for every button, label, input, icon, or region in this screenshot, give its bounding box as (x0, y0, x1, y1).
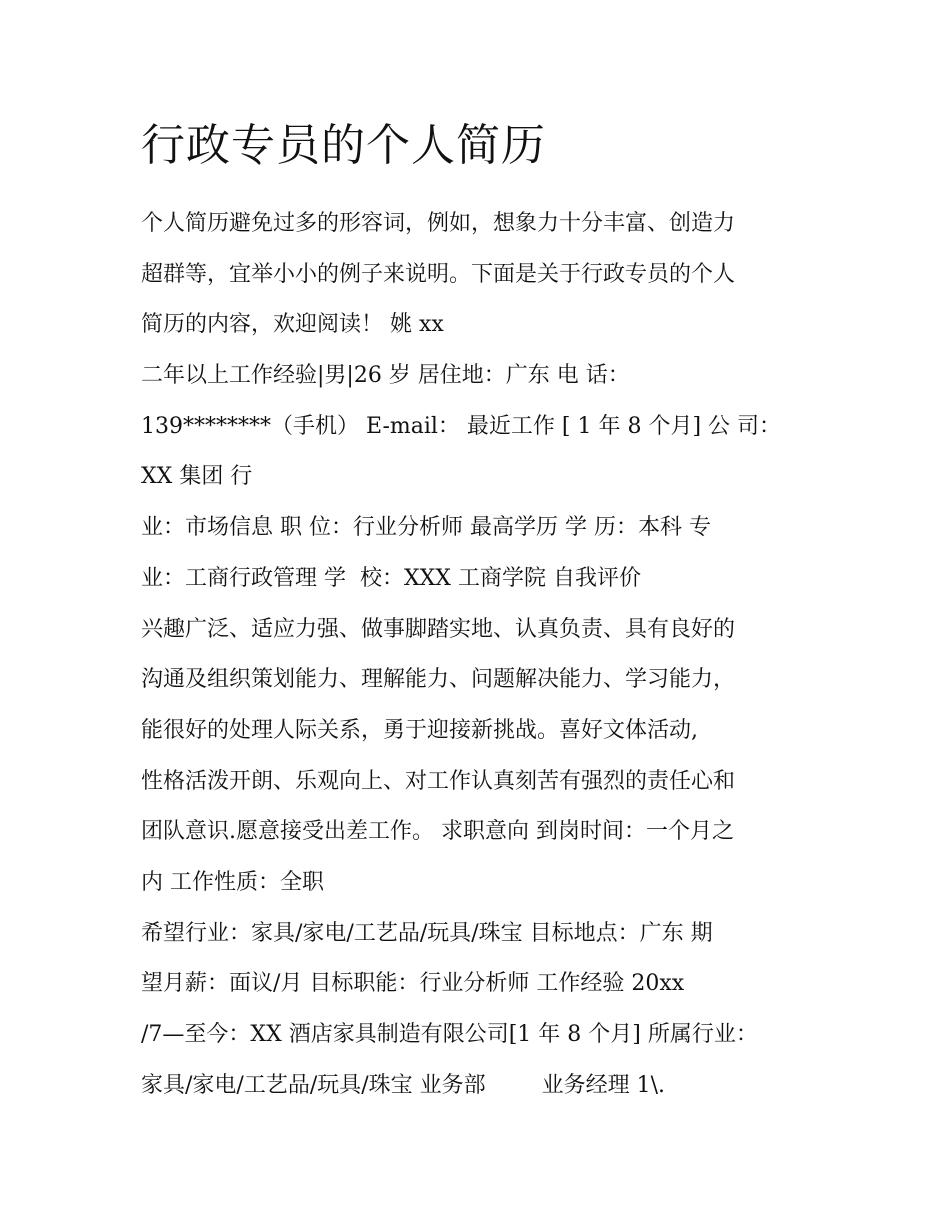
body-line: 内 工作性质：全职 (141, 869, 324, 895)
body-line: 业：工商行政管理 学 校：XXX 工商学院 自我评价 (141, 565, 641, 591)
body-line: XX 集团 行 (141, 464, 253, 490)
body-line: 个人简历避免过多的形容词，例如，想象力十分丰富、创造力 (141, 211, 736, 236)
body-line: 简历的内容，欢迎阅读！ 姚 xx (141, 312, 444, 338)
document-body (141, 199, 841, 1111)
body-line: 沟通及组织策划能力、理解能力、问题解决能力、学习能力， (141, 667, 736, 693)
body-line: 139********（手机） E-mail： 最近工作 [ 1 年 8 个月] 公 司： (141, 413, 782, 439)
body-line: 希望行业：家具/家电/工艺品/玩具/珠宝 目标地点：广东 期 (141, 920, 713, 946)
body-line: 性格活泼开朗、乐观向上、对工作认真刻苦有强烈的责任心和 (141, 768, 736, 794)
body-line: 业：市场信息 职 位：行业分析师 最高学历 学 历：本科 专 (141, 515, 711, 541)
body-line: 家具/家电/工艺品/玩具/珠宝 业务部 业务经理 1\. (141, 1072, 665, 1098)
body-line: 团队意识.愿意接受出差工作。 求职意向 到岗时间：一个月之 (141, 819, 734, 845)
document-title: 行政专员的个人简历 (141, 120, 546, 171)
body-line: 超群等，宜举小小的例子来说明。下面是关于行政专员的个人 (141, 261, 736, 287)
body-line: 兴趣广泛、适应力强、做事脚踏实地、认真负责、具有良好的 (141, 616, 736, 642)
body-line: 望月薪：面议/月 目标职能：行业分析师 工作经验 20xx (141, 971, 685, 997)
body-line: 二年以上工作经验|男|26 岁 居住地：广东 电 话： (141, 363, 630, 389)
body-line: 能很好的处理人际关系，勇于迎接新挑战。喜好文体活动, (141, 717, 698, 743)
body-line: /7—至今：XX 酒店家具制造有限公司[1 年 8 个月] 所属行业： (141, 1022, 758, 1047)
